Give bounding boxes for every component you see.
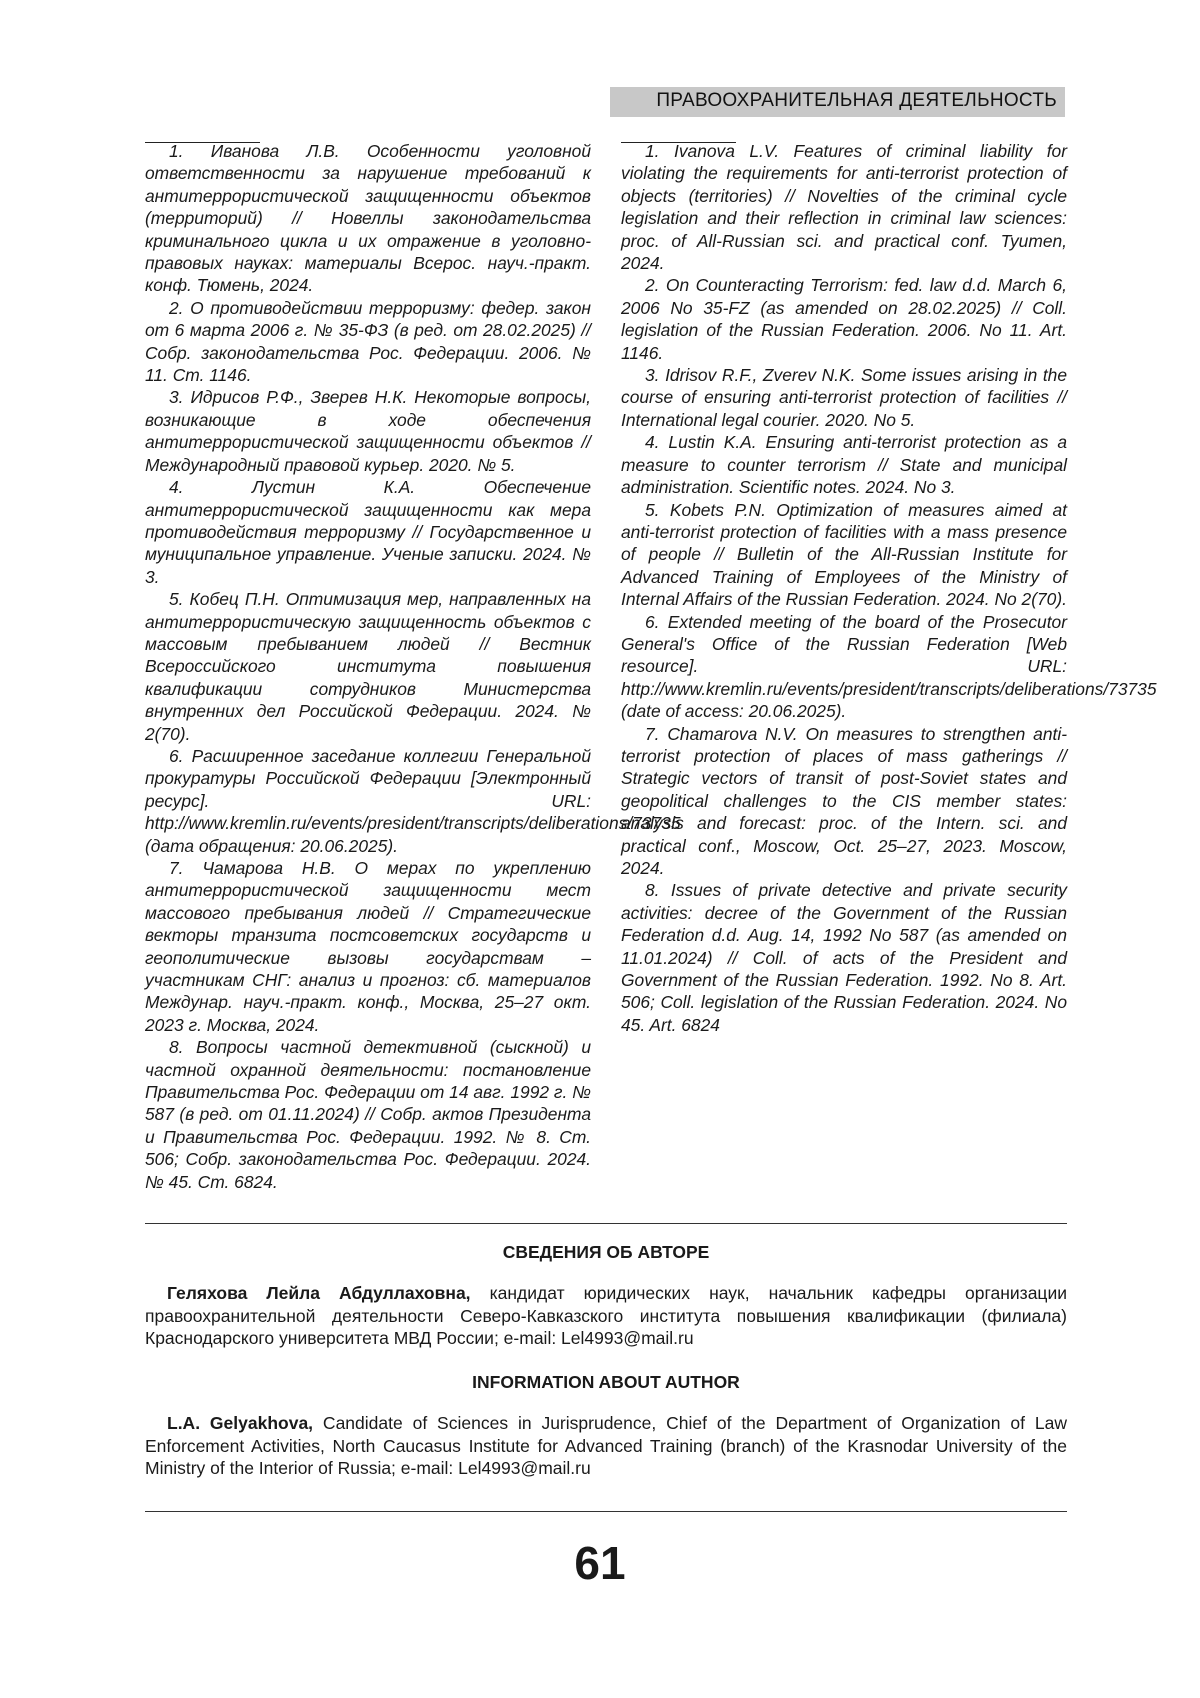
reference-en-1: 1. Ivanova L.V. Features of criminal liability for violating the requirements for anti-terrorist protection of objects (territories) // Novelties of the criminal cycle legislation and their reflection in criminal law sciences: proc. of All-Russian sci. and practical conf. Tyumen, 2024. (621, 141, 1067, 274)
reference-en-4: 4. Lustin K.A. Ensuring anti-terrorist protection as a measure to counter terrorism // State and municipal administration. Scientific notes. 2024. No 3. (621, 432, 1067, 498)
section-title-header: ПРАВООХРАНИТЕЛЬНАЯ ДЕЯТЕЛЬНОСТЬ (656, 90, 1057, 111)
reference-en-3: 3. Idrisov R.F., Zverev N.K. Some issues arising in the course of ensuring anti-terrorist protection of facilities // International legal courier. 2020. No 5. (621, 365, 1067, 430)
page-number: 61 (574, 1537, 626, 1589)
running-header (610, 87, 1065, 117)
author-info-ru (145, 1282, 1067, 1350)
reference-en-5: 5. Kobets P.N. Optimization of measures aimed at anti-terrorist protection of facilities with a mass presence of people // Bulletin of the All-Russian Institute for Advanced Training of Employees of the Ministry of Internal Affairs of the Russian Federation. 2024. No 2(70). (621, 499, 1067, 610)
author-name-en: L.A. Gelyakhova, (167, 1413, 314, 1433)
reference-ru-3: 3. Идрисов Р.Ф., Зверев Н.К. Некоторые вопросы, возникающие в ходе обеспечения антитеррористической защищенности объектов // Международный правовой курьер. 2020. № 5. (145, 387, 591, 475)
author-details-ru: кандидат юридических наук, начальник кафедры организации правоохранительной деятельности Северо-Кавказского института повышения квалификации (филиала) Краснодарского университета МВД России; e-mail: Lel4993@mail.ru (145, 1283, 1067, 1348)
divider-top (145, 1223, 1067, 1224)
reference-en-6: 6. Extended meeting of the board of the Prosecutor General's Office of the Russian Federation [Web resource]. URL: http://www.kremlin.ru/events/president/transcripts/deliberations/73735 (date of access: 20.06.2025). (621, 611, 1157, 722)
references-english (621, 140, 1157, 1036)
author-heading-en: INFORMATION ABOUT AUTHOR (472, 1372, 740, 1392)
reference-ru-8: 8. Вопросы частной детективной (сыскной) и частной охранной деятельности: постановление Правительства Рос. Федерации от 14 авг. 1992 г. № 587 (в ред. от 01.11.2024) // Собр. актов Президента и Правительства Рос. Федерации. 1992. № 8. Ст. 506; Собр. законодательства Рос. Федерации. 2024. № 45. Ст. 6824. (145, 1037, 591, 1192)
reference-en-7: 7. Chamarova N.V. On measures to strengthen anti-terrorist protection of places of mass gatherings // Strategic vectors of transit of post-Soviet states and geopolitical challenges to the CIS member states: analysis and forecast: proc. of the Intern. sci. and practical conf., Moscow, Oct. 25–27, 2023. Moscow, 2024. (621, 723, 1067, 878)
reference-ru-2: 2. О противодействии терроризму: федер. закон от 6 марта 2006 г. № 35-ФЗ (в ред. от 28.02.2025) // Собр. законодательства Рос. Федерации. 2006. № 11. Ст. 1146. (145, 297, 591, 386)
references-russian (145, 140, 681, 1193)
author-info-en (145, 1412, 1067, 1480)
reference-en-2: 2. On Counteracting Terrorism: fed. law d.d. March 6, 2006 No 35-FZ (as amended on 28.02.2025) // Coll. legislation of the Russian Federation. 2006. No 11. Art. 1146. (621, 275, 1067, 363)
reference-ru-5: 5. Кобец П.Н. Оптимизация мер, направленных на антитеррористическую защищенность объектов с массовым пребыванием людей // Вестник Всероссийского института повышения квалификации сотрудников Министерства внутренних дел Российской Федерации. 2024. № 2(70). (145, 589, 591, 744)
author-details-en: Candidate of Sciences in Jurisprudence, Chief of the Department of Organization of Law Enforcement Activities, North Caucasus Institute for Advanced Training (branch) of the Krasnodar University of the Ministry of the Interior of Russia; e-mail: Lel4993@mail.ru (145, 1413, 1067, 1478)
author-heading-ru: СВЕДЕНИЯ ОБ АВТОРЕ (502, 1242, 710, 1262)
reference-ru-6: 6. Расширенное заседание коллегии Генеральной прокуратуры Российской Федерации [Электронный ресурс]. URL: http://www.kremlin.ru/events/president/transcripts/deliberations/73735 (дата обращения: 20.06.2025). (145, 745, 681, 856)
reference-ru-7: 7. Чамарова Н.В. О мерах по укреплению антитеррористической защищенности мест массового пребывания людей // Стратегические векторы транзита постсоветских государств и геополитические вызовы государствам – участникам СНГ: анализ и прогноз: сб. материалов Междунар. науч.-практ. конф., Москва, 25–27 окт. 2023 г. Москва, 2024. (145, 858, 591, 1035)
reference-en-8: 8. Issues of private detective and private security activities: decree of the Government of the Russian Federation d.d. Aug. 14, 1992 No 587 (as amended on 11.01.2024) // Coll. of acts of the President and Government of the Russian Federation. 1992. No 8. Art. 506; Coll. legislation of the Russian Federation. 2024. No 45. Art. 6824 (621, 880, 1067, 1035)
reference-ru-1: 1. Иванова Л.В. Особенности уголовной ответственности за нарушение требований к антитеррористической защищенности объектов (территорий) // Новеллы законодательства криминального цикла и их отражение в уголовно-правовых науках: материалы Всерос. науч.-практ. конф. Тюмень, 2024. (145, 141, 591, 296)
reference-ru-4: 4. Лустин К.А. Обеспечение антитеррористической защищенности как мера противодействия терроризму // Государственное и муниципальное управление. Ученые записки. 2024. № 3. (145, 477, 591, 587)
author-name-ru: Геляхова Лейла Абдуллаховна, (167, 1283, 471, 1303)
divider-bottom (145, 1511, 1067, 1512)
